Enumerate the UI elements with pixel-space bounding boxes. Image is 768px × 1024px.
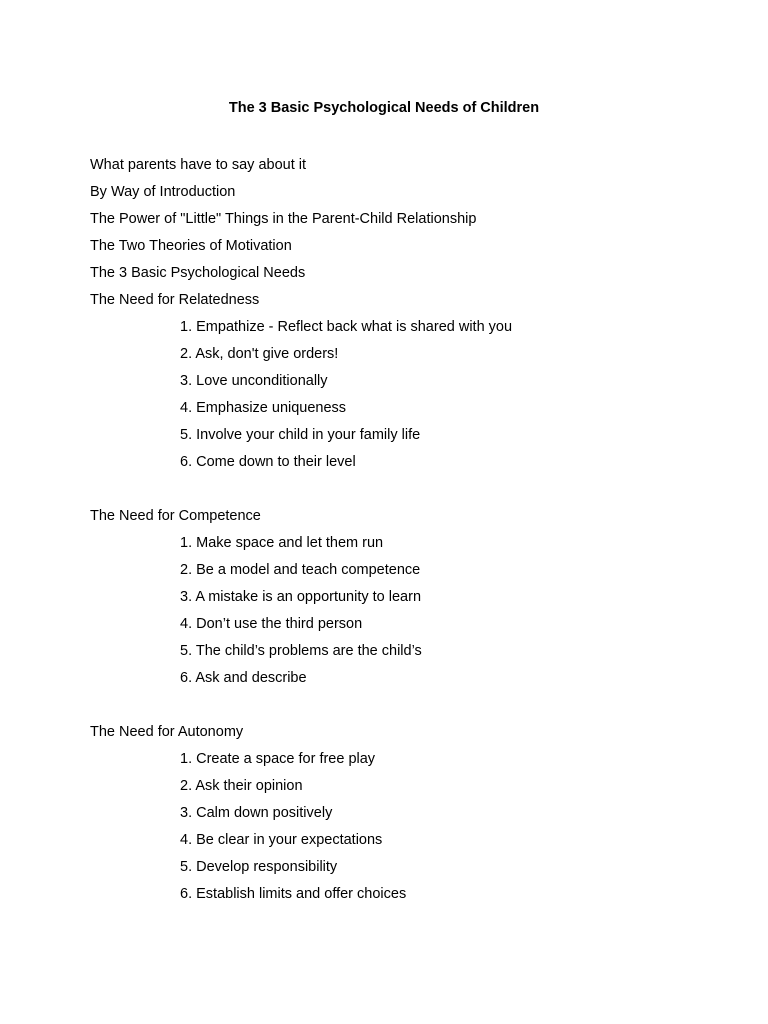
list-item: 1. Create a space for free play <box>180 751 376 767</box>
list-item-text: Involve your child in your family life <box>196 427 421 443</box>
list-item-text: Empathize - Reflect back what is shared with you <box>196 319 513 335</box>
section-heading-relatedness: The Need for Relatedness <box>90 292 260 308</box>
list-item: 6. Ask and describe <box>180 670 307 686</box>
toc-line: The Power of "Little" Things in the Parent-Child Relationship <box>90 211 477 227</box>
list-item-text: Develop responsibility <box>196 859 338 875</box>
list-item: 4. Don’t use the third person <box>180 616 363 632</box>
list-item-text: Ask their opinion <box>195 778 303 794</box>
list-item: 2. Ask, don't give orders! <box>180 346 339 362</box>
list-item-text: Love unconditionally <box>196 373 328 389</box>
list-item: 3. A mistake is an opportunity to learn <box>180 589 422 605</box>
section-heading-competence: The Need for Competence <box>90 508 261 524</box>
document-content <box>90 152 730 908</box>
section-heading-autonomy: The Need for Autonomy <box>90 724 244 740</box>
autonomy-list <box>90 746 730 908</box>
list-item-text: The child’s problems are the child’s <box>195 643 422 659</box>
spacer <box>90 476 730 503</box>
list-item-text: Make space and let them run <box>196 535 384 551</box>
list-item: 3. Calm down positively <box>180 805 333 821</box>
list-item-text: Ask and describe <box>195 670 307 686</box>
toc-line: The 3 Basic Psychological Needs <box>90 265 306 281</box>
list-item-text: Be a model and teach competence <box>196 562 421 578</box>
spacer <box>90 692 730 719</box>
list-item: 3. Love unconditionally <box>180 373 328 389</box>
list-item-text: Calm down positively <box>196 805 333 821</box>
list-item: 5. The child’s problems are the child’s <box>180 643 422 659</box>
list-item: 2. Be a model and teach competence <box>180 562 421 578</box>
list-item-text: Create a space for free play <box>196 751 376 767</box>
list-item-text: A mistake is an opportunity to learn <box>195 589 422 605</box>
list-item-text: Don’t use the third person <box>196 616 363 632</box>
list-item: 4. Emphasize uniqueness <box>180 400 347 416</box>
toc-line: The Two Theories of Motivation <box>90 238 292 254</box>
list-item-text: Come down to their level <box>196 454 356 470</box>
list-item: 5. Develop responsibility <box>180 859 338 875</box>
document-title: The 3 Basic Psychological Needs of Children <box>228 100 540 116</box>
toc-line: What parents have to say about it <box>90 157 307 173</box>
list-item-text: Establish limits and offer choices <box>196 886 407 902</box>
list-item: 5. Involve your child in your family life <box>180 427 421 443</box>
list-item-text: Emphasize uniqueness <box>196 400 347 416</box>
toc-line: By Way of Introduction <box>90 184 236 200</box>
list-item: 1. Make space and let them run <box>180 535 384 551</box>
list-item: 6. Come down to their level <box>180 454 356 470</box>
list-item: 4. Be clear in your expectations <box>180 832 383 848</box>
list-item: 1. Empathize - Reflect back what is shared with you <box>180 319 513 335</box>
list-item-text: Ask, don't give orders! <box>195 346 339 362</box>
list-item: 6. Establish limits and offer choices <box>180 886 407 902</box>
competence-list <box>90 530 730 692</box>
relatedness-list <box>90 314 730 476</box>
list-item: 2. Ask their opinion <box>180 778 303 794</box>
list-item-text: Be clear in your expectations <box>196 832 383 848</box>
